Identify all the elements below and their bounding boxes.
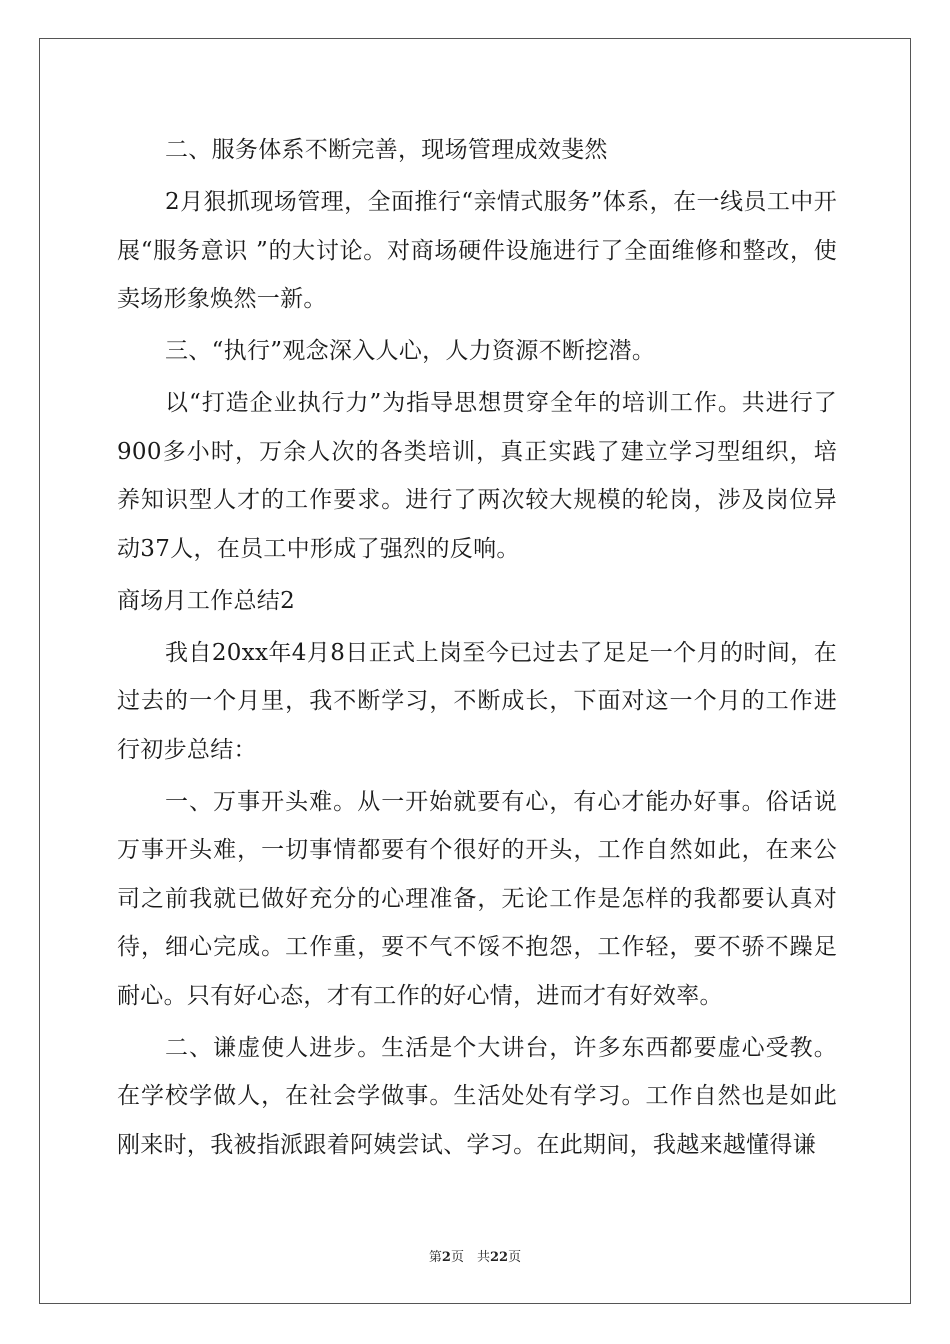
footer-suffix: 页 xyxy=(508,1250,522,1265)
paragraph: 2月狠抓现场管理，全面推行“亲情式服务”体系，在一线员工中开展“服务意识 ”的大讨论。对商场硬件设施进行了全面维修和整改，使卖场形象焕然一新。 xyxy=(117,189,837,312)
paragraph: 我自20xx年4月8日正式上岗至今已过去了足足一个月的时间，在过去的一个月里，我不断学习，不断成长，下面对这一个月的工作进行初步总结： xyxy=(117,639,837,763)
footer-total-pages: 22 xyxy=(489,1250,509,1265)
footer-current-page: 2 xyxy=(441,1250,451,1265)
paragraph: 二、谦虚使人进步。生活是个大讲台，许多东西都要虚心受教。在学校学做人，在社会学做事。生活处处有学习。工作自然也是如此刚来时，我被指派跟着阿姨尝试、学习。在此期间，我越来越懂得谦 xyxy=(117,1034,837,1158)
section-title: 商场月工作总结2 xyxy=(117,587,296,614)
footer-mid: 页 共 xyxy=(450,1250,490,1265)
paragraph: 一、万事开头难。从一开始就要有心，有心才能办好事。俗话说万事开头难，一切事情都要有个很好的开头，工作自然如此，在来公司之前我就已做好充分的心理准备，无论工作是怎样的我都要认真对待，细心完成。工作重，要不气不馁不抱怨，工作轻，要不骄不躁足耐心。只有好心态，才有工作的好心情，进而才有好效率。 xyxy=(117,788,837,1009)
page-footer xyxy=(0,1246,950,1265)
paragraph: 三、“执行”观念深入人心，人力资源不断挖潜。 xyxy=(165,338,656,364)
paragraph: 二、服务体系不断完善，现场管理成效斐然 xyxy=(165,137,608,163)
document-body xyxy=(117,126,837,1173)
paragraph: 以“打造企业执行力”为指导思想贯穿全年的培训工作。共进行了900多小时，万余人次的各类培训，真正实践了建立学习型组织，培养知识型人才的工作要求。进行了两次较大规模的轮岗，涉及岗位异动37人，在员工中形成了强烈的反响。 xyxy=(117,390,837,562)
footer-prefix: 第 xyxy=(428,1250,442,1265)
